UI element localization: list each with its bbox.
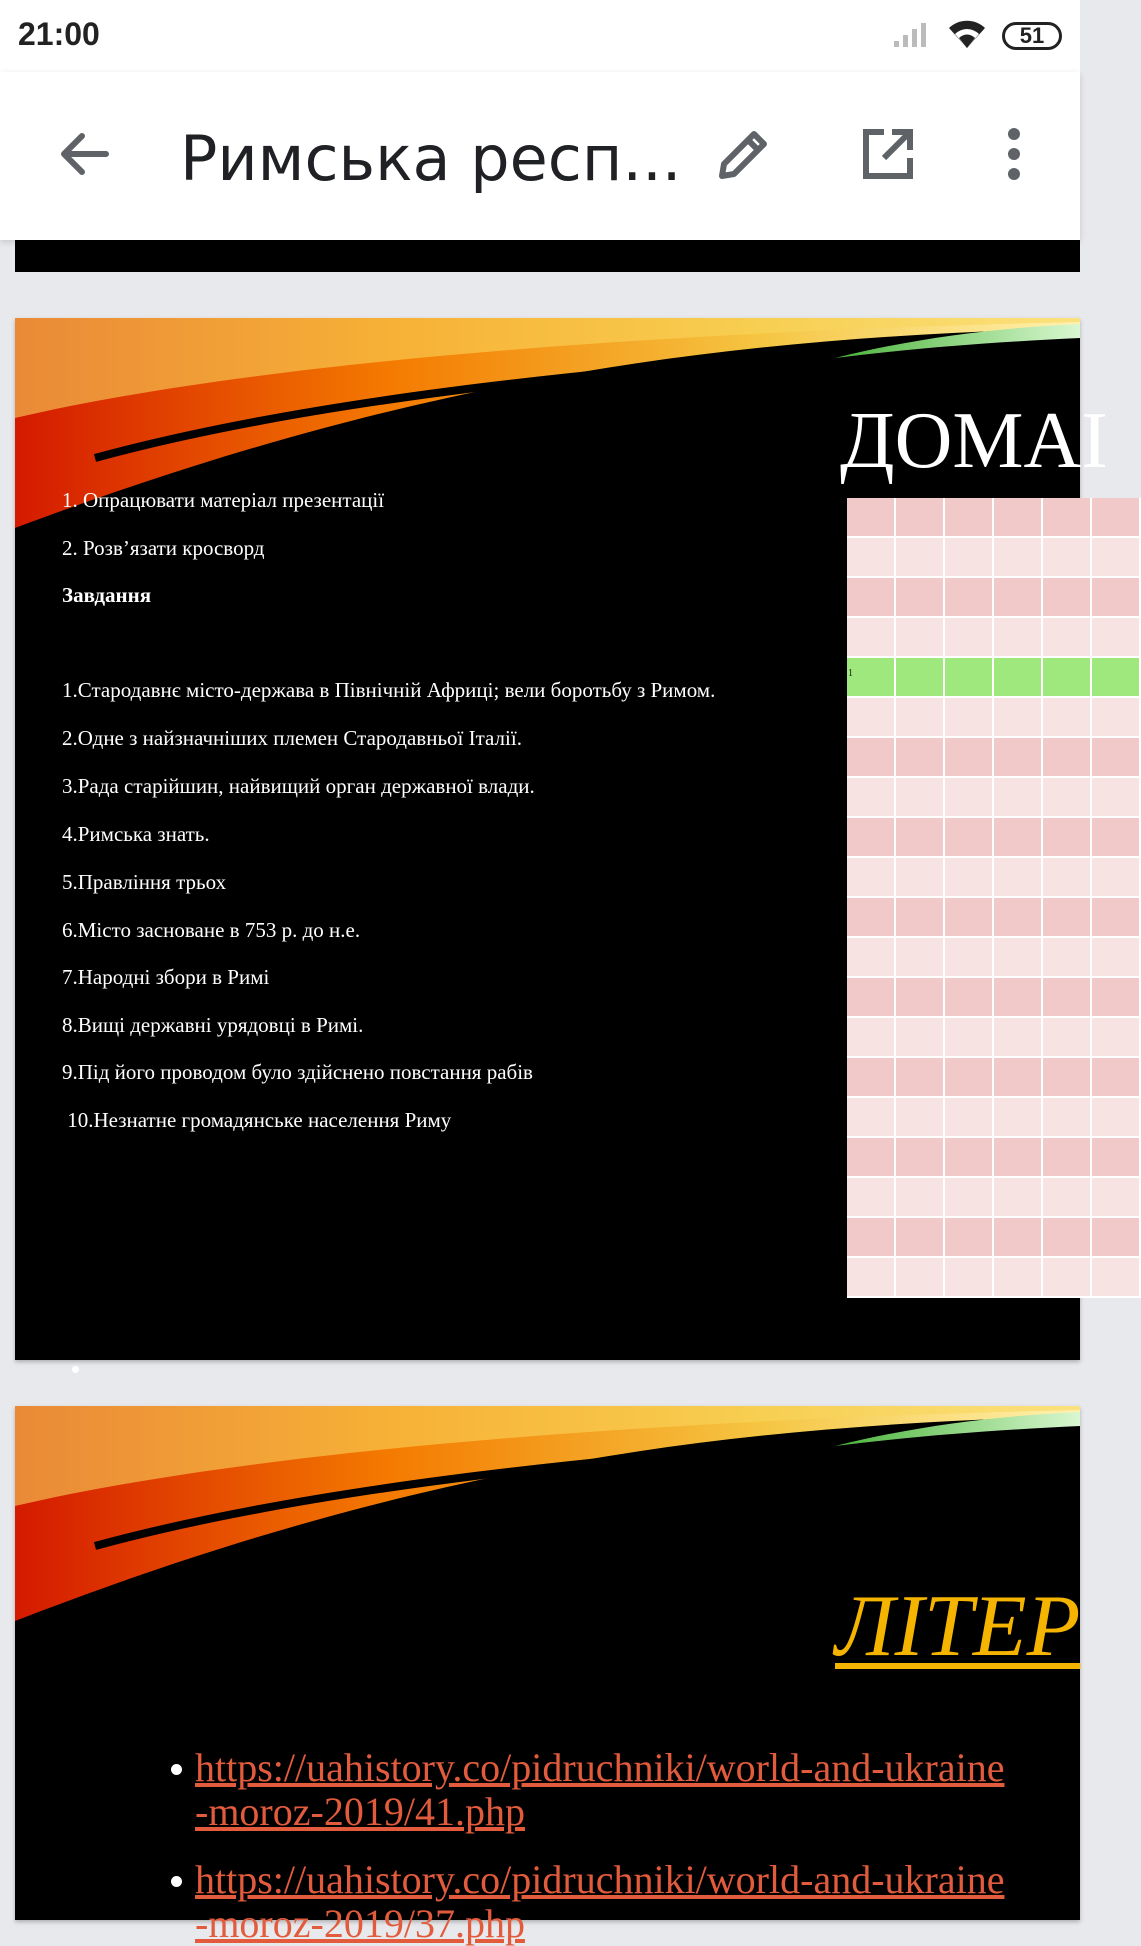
crossword-cell bbox=[896, 778, 945, 818]
crossword-cell bbox=[945, 578, 994, 618]
crossword-cell bbox=[1092, 1018, 1141, 1058]
crossword-cell bbox=[896, 1098, 945, 1138]
crossword-cell bbox=[847, 978, 896, 1018]
bullet-icon bbox=[171, 1876, 182, 1887]
crossword-cell bbox=[994, 578, 1043, 618]
crossword-cell bbox=[1092, 858, 1141, 898]
document-title: Римська респ... bbox=[180, 122, 682, 195]
crossword-cell bbox=[994, 1058, 1043, 1098]
crossword-cell bbox=[1092, 538, 1141, 578]
crossword-cell bbox=[994, 618, 1043, 658]
crossword-cell bbox=[1092, 938, 1141, 978]
crossword-cell bbox=[1043, 898, 1092, 938]
crossword-cell bbox=[896, 1218, 945, 1258]
crossword-cell bbox=[1043, 858, 1092, 898]
crossword-cell bbox=[945, 898, 994, 938]
task-line: 8.Вищі державні урядовці в Римі. bbox=[62, 1013, 364, 1037]
crossword-cell bbox=[1092, 1098, 1141, 1138]
crossword-cell bbox=[945, 1058, 994, 1098]
crossword-cell bbox=[896, 618, 945, 658]
more-vert-icon bbox=[1004, 126, 1024, 187]
crossword-cells bbox=[847, 498, 1080, 1298]
task-line: 7.Народні збори в Римі bbox=[62, 965, 270, 989]
crossword-cell bbox=[847, 1058, 896, 1098]
bullet-icon bbox=[171, 1764, 182, 1775]
open-external-icon bbox=[858, 124, 918, 189]
crossword-cell bbox=[896, 898, 945, 938]
crossword-cell bbox=[945, 658, 994, 698]
crossword-cell bbox=[945, 1258, 994, 1298]
crossword-cell bbox=[994, 498, 1043, 538]
crossword-cell bbox=[945, 818, 994, 858]
crossword-cell bbox=[1092, 778, 1141, 818]
crossword-cell bbox=[847, 778, 896, 818]
crossword-cell bbox=[945, 618, 994, 658]
crossword-cell bbox=[994, 938, 1043, 978]
crossword-cell bbox=[896, 1258, 945, 1298]
crossword-cell bbox=[847, 498, 896, 538]
literature-link-continued[interactable]: -moroz-2019/37.php bbox=[195, 1901, 525, 1946]
crossword-cell bbox=[994, 738, 1043, 778]
crossword-cell bbox=[1043, 1218, 1092, 1258]
crossword-cell bbox=[994, 1098, 1043, 1138]
crossword-cell bbox=[945, 1178, 994, 1218]
crossword-cell bbox=[896, 738, 945, 778]
slide-literature bbox=[15, 1406, 1081, 1946]
crossword-cell bbox=[1092, 1138, 1141, 1178]
slide-title: ЛІТЕР bbox=[835, 1578, 1081, 1675]
crossword-cell bbox=[1092, 978, 1141, 1018]
battery-icon: 51 bbox=[1002, 22, 1062, 50]
literature-link[interactable]: https://uahistory.co/pidruchniki/world-and-ukraine bbox=[195, 1745, 1005, 1790]
task-line: 2.Одне з найзначніших племен Стародавньої Італії. bbox=[62, 726, 522, 750]
crossword-cell bbox=[847, 1018, 896, 1058]
crossword-cell bbox=[1043, 738, 1092, 778]
crossword-cell bbox=[994, 538, 1043, 578]
task-line: 3.Рада старійшин, найвищий орган державної влади. bbox=[62, 774, 535, 798]
crossword-cell bbox=[847, 618, 896, 658]
crossword-cell bbox=[896, 658, 945, 698]
crossword-number: 1 bbox=[848, 668, 853, 679]
crossword-cell bbox=[847, 1178, 896, 1218]
crossword-cell bbox=[945, 498, 994, 538]
crossword-cell bbox=[945, 538, 994, 578]
task-line: 1.Стародавнє місто-держава в Північній Африці; вели боротьбу з Римом. bbox=[62, 678, 716, 702]
crossword-cell bbox=[1092, 1218, 1141, 1258]
task-heading: Завдання bbox=[62, 583, 152, 607]
crossword-cell bbox=[994, 1258, 1043, 1298]
task-line: 1. Опрацювати матеріал презентації bbox=[62, 488, 385, 512]
slide-title: ДОМАІ bbox=[840, 397, 1108, 485]
crossword-cell bbox=[896, 698, 945, 738]
crossword-cell bbox=[896, 858, 945, 898]
crossword-cell bbox=[945, 1098, 994, 1138]
status-bar bbox=[0, 0, 1080, 72]
task-line: 2. Розв’язати кросворд bbox=[62, 536, 265, 560]
crossword-cell bbox=[847, 818, 896, 858]
crossword-cell bbox=[896, 1178, 945, 1218]
crossword-cell bbox=[896, 1138, 945, 1178]
crossword-cell bbox=[945, 1018, 994, 1058]
crossword-cell bbox=[945, 1218, 994, 1258]
crossword-cell bbox=[896, 538, 945, 578]
crossword-cell bbox=[945, 738, 994, 778]
crossword-cell bbox=[1043, 698, 1092, 738]
crossword-cell bbox=[896, 818, 945, 858]
crossword-cell bbox=[896, 978, 945, 1018]
open-external-button[interactable] bbox=[840, 108, 936, 204]
crossword-cell bbox=[1092, 898, 1141, 938]
edit-button[interactable] bbox=[696, 108, 792, 204]
crossword-cell bbox=[1043, 778, 1092, 818]
crossword-cell bbox=[1043, 978, 1092, 1018]
crossword-cell bbox=[1092, 618, 1141, 658]
crossword-cell bbox=[847, 1218, 896, 1258]
crossword-cell bbox=[896, 938, 945, 978]
more-options-button[interactable] bbox=[966, 108, 1062, 204]
crossword-cell bbox=[945, 938, 994, 978]
crossword-cell bbox=[994, 778, 1043, 818]
crossword-cell bbox=[1043, 618, 1092, 658]
crossword-cell bbox=[847, 898, 896, 938]
crossword-cell bbox=[1043, 578, 1092, 618]
slide-homework bbox=[15, 318, 1108, 1360]
status-time: 21:00 bbox=[18, 16, 100, 52]
literature-link[interactable]: https://uahistory.co/pidruchniki/world-and-ukraine bbox=[195, 1857, 1005, 1902]
literature-item[interactable] bbox=[195, 1746, 1004, 1834]
crossword-cell bbox=[1092, 498, 1141, 538]
crossword-cell bbox=[1043, 1018, 1092, 1058]
crossword-cell bbox=[847, 858, 896, 898]
crossword-cell bbox=[1043, 1098, 1092, 1138]
crossword-cell bbox=[1043, 1258, 1092, 1298]
crossword-cell bbox=[945, 698, 994, 738]
wifi-icon bbox=[946, 18, 988, 55]
literature-item[interactable] bbox=[195, 1858, 1004, 1946]
signal-icon bbox=[892, 19, 932, 54]
crossword-cell bbox=[847, 658, 896, 698]
crossword-cell bbox=[847, 538, 896, 578]
crossword-cell bbox=[1043, 938, 1092, 978]
crossword-cell bbox=[1092, 818, 1141, 858]
crossword-cell bbox=[994, 1138, 1043, 1178]
crossword-cell bbox=[1092, 1058, 1141, 1098]
crossword-cell bbox=[896, 578, 945, 618]
crossword-cell bbox=[847, 938, 896, 978]
back-button[interactable] bbox=[36, 108, 132, 204]
crossword-cell bbox=[1043, 1058, 1092, 1098]
literature-link-continued[interactable]: -moroz-2019/41.php bbox=[195, 1789, 525, 1834]
crossword-cell bbox=[1092, 1258, 1141, 1298]
crossword-cell bbox=[1043, 818, 1092, 858]
crossword-grid bbox=[847, 498, 1080, 1304]
crossword-cell bbox=[945, 1138, 994, 1178]
crossword-cell bbox=[994, 858, 1043, 898]
crossword-cell bbox=[847, 1258, 896, 1298]
crossword-cell bbox=[1043, 498, 1092, 538]
crossword-cell bbox=[896, 1058, 945, 1098]
crossword-cell bbox=[945, 778, 994, 818]
crossword-cell bbox=[1043, 1178, 1092, 1218]
crossword-cell bbox=[1043, 658, 1092, 698]
pencil-icon bbox=[714, 124, 774, 189]
crossword-cell bbox=[1043, 538, 1092, 578]
crossword-cell bbox=[847, 1138, 896, 1178]
crossword-cell bbox=[1092, 658, 1141, 698]
app-bar bbox=[0, 72, 1080, 240]
crossword-cell bbox=[847, 578, 896, 618]
previous-slide-remnant bbox=[15, 240, 1080, 272]
crossword-cell bbox=[1092, 1178, 1141, 1218]
task-line: 5.Правління трьох bbox=[62, 870, 227, 894]
empty-bullet bbox=[72, 1366, 79, 1373]
crossword-cell bbox=[896, 1018, 945, 1058]
task-line: 9.Під його проводом було здійснено повстання рабів bbox=[62, 1060, 533, 1084]
crossword-cell bbox=[994, 698, 1043, 738]
crossword-cell bbox=[896, 498, 945, 538]
crossword-cell bbox=[994, 898, 1043, 938]
crossword-cell bbox=[994, 1178, 1043, 1218]
crossword-cell bbox=[1092, 578, 1141, 618]
crossword-cell bbox=[994, 1018, 1043, 1058]
crossword-cell bbox=[847, 738, 896, 778]
crossword-cell bbox=[994, 1218, 1043, 1258]
crossword-cell bbox=[945, 978, 994, 1018]
back-arrow-icon bbox=[56, 126, 112, 187]
crossword-cell bbox=[847, 1098, 896, 1138]
status-icons bbox=[892, 14, 1062, 58]
crossword-cell bbox=[994, 818, 1043, 858]
task-line: 4.Римська знать. bbox=[62, 822, 210, 846]
task-line: 10.Незнатне громадянське населення Риму bbox=[62, 1108, 452, 1132]
task-line: 6.Місто засноване в 753 р. до н.е. bbox=[62, 918, 361, 942]
crossword-cell bbox=[1043, 1138, 1092, 1178]
crossword-cell bbox=[994, 658, 1043, 698]
crossword-cell bbox=[1092, 698, 1141, 738]
crossword-cell bbox=[994, 978, 1043, 1018]
crossword-cell bbox=[1092, 738, 1141, 778]
crossword-cell bbox=[945, 858, 994, 898]
crossword-cell bbox=[847, 698, 896, 738]
